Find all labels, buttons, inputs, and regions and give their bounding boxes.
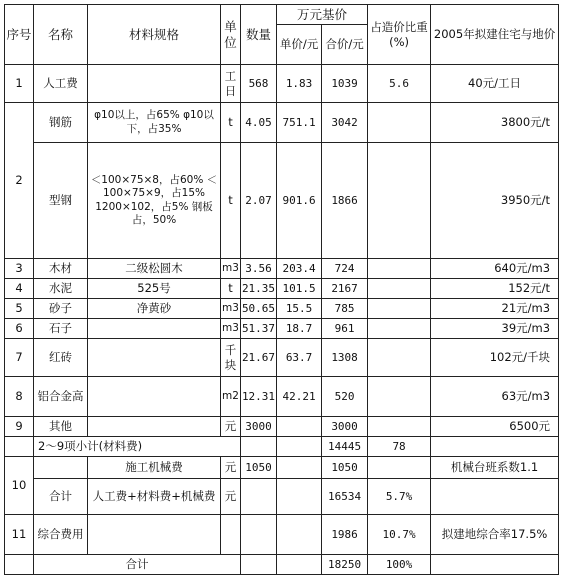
cell-seq: 4 [5,279,34,299]
cell-qty: 3.56 [240,259,276,279]
cell-name: 铝合金高 [34,377,88,417]
cell-unit: t [221,103,241,143]
cell-spec: ＜100×75×8，占60% ＜100×75×9，占15% 1200×102，占5% 钢板占，50% [88,143,221,259]
cell-unit: m2 [221,377,241,417]
cell-ref: 63元/m3 [431,377,559,417]
cell-spec: 525号 [88,279,221,299]
cell-unit-price: 63.7 [277,339,322,377]
header-qty: 数量 [240,5,276,65]
cell-unit: 元 [221,457,241,479]
header-base-price: 万元基价 [277,5,368,25]
cell-unit-price: 15.5 [277,299,322,319]
cell-qty: 50.65 [240,299,276,319]
cell-unit: t [221,279,241,299]
subtotal-label: 2～9项小计(材料费) [34,437,241,457]
cell-total: 1986 [322,515,368,555]
cell-ratio: 5.6 [368,65,431,103]
cell-name: 型钢 [34,143,88,259]
cell-total: 3042 [322,103,368,143]
cell-ratio: 5.7% [368,479,431,515]
cost-table [4,4,559,575]
cell-total: 1039 [322,65,368,103]
cell-total: 724 [322,259,368,279]
table-row [5,65,559,103]
cell-ref: 拟建地综合率17.5% [431,515,559,555]
cell-spec [88,377,221,417]
cell-name: 砂子 [34,299,88,319]
table-row [5,103,559,143]
table-row [5,457,559,479]
cell-unit: 工日 [221,65,241,103]
header-spec: 材料规格 [88,5,221,65]
cell-seq: 1 [5,65,34,103]
cell-ref: 3800元/t [431,103,559,143]
cell-spec [88,319,221,339]
grand-total-value: 18250 [322,555,368,575]
cell-seq: 3 [5,259,34,279]
cell-name: 红砖 [34,339,88,377]
subtotal-total: 14445 [322,437,368,457]
cell-spec [88,65,221,103]
cell-unit-price: 203.4 [277,259,322,279]
header-name: 名称 [34,5,88,65]
cell-total: 785 [322,299,368,319]
table-row [5,279,559,299]
cell-unit: 元 [221,479,241,515]
subtotal-ratio: 78 [368,437,431,457]
cell-ratio [368,103,431,143]
header-reference: 2005年拟建住宅与地价 [431,5,559,65]
header-unit: 单位 [221,5,241,65]
cell-ref: 6500元 [431,417,559,437]
cell-name: 综合费用 [34,515,88,555]
cell-total: 16534 [322,479,368,515]
cell-ref: 40元/工日 [431,65,559,103]
cell-ref: 102元/千块 [431,339,559,377]
cell-unit-price: 42.21 [277,377,322,417]
cell-seq: 9 [5,417,34,437]
cell-unit: t [221,143,241,259]
cell-seq: 6 [5,319,34,339]
table-row [5,339,559,377]
cell-seq: 11 [5,515,34,555]
cell-ratio [368,279,431,299]
cell-name: 木材 [34,259,88,279]
cell-unit-price: 18.7 [277,319,322,339]
cell-spec: 施工机械费 [88,457,221,479]
cell-unit: 元 [221,417,241,437]
cell-total: 961 [322,319,368,339]
header-ratio: 占造价比重(%) [368,5,431,65]
cell-name: 其他 [34,417,88,437]
cell-total: 3000 [322,417,368,437]
cell-spec [88,339,221,377]
cell-ratio [368,417,431,437]
cell-spec: 净黄砂 [88,299,221,319]
cell-unit: 千块 [221,339,241,377]
cell-unit: m3 [221,299,241,319]
cell-ratio [368,143,431,259]
table-row [5,319,559,339]
cell-ratio [368,299,431,319]
cell-unit: m3 [221,259,241,279]
header-seq: 序号 [5,5,34,65]
cell-spec: 人工费+材料费+机械费 [88,479,221,515]
cell-unit-price: 751.1 [277,103,322,143]
cell-ratio: 10.7% [368,515,431,555]
cell-ratio [368,319,431,339]
cell-name: 钢筋 [34,103,88,143]
cell-spec [88,417,221,437]
cell-unit: m3 [221,319,241,339]
cell-qty: 3000 [240,417,276,437]
cell-total: 2167 [322,279,368,299]
cell-unit-price: 101.5 [277,279,322,299]
cell-qty: 2.07 [240,143,276,259]
cell-name: 水泥 [34,279,88,299]
cell-qty: 568 [240,65,276,103]
cell-total: 1308 [322,339,368,377]
cell-qty: 12.31 [240,377,276,417]
cell-seq: 5 [5,299,34,319]
header-unit-price: 单价/元 [277,25,322,65]
cell-unit-price: 1.83 [277,65,322,103]
table-row [5,143,559,259]
cell-unit-price: 901.6 [277,143,322,259]
cell-ratio [368,259,431,279]
cell-ref: 机械台班系数1.1 [431,457,559,479]
table-row [5,259,559,279]
cell-seq: 8 [5,377,34,417]
table-row [5,515,559,555]
cell-seq: 2 [5,103,34,259]
cell-total: 520 [322,377,368,417]
header-total-price: 合价/元 [322,25,368,65]
table-row [5,479,559,515]
grand-total-ratio: 100% [368,555,431,575]
cell-ratio [368,339,431,377]
cell-seq: 10 [5,457,34,515]
cell-spec: φ10以上，占65% φ10以下，占35% [88,103,221,143]
table-row [5,377,559,417]
cell-spec: 二级松圆木 [88,259,221,279]
cell-qty: 4.05 [240,103,276,143]
cell-ratio [368,377,431,417]
table-row [5,299,559,319]
cell-qty: 51.37 [240,319,276,339]
cell-name: 合计 [34,479,88,515]
cell-seq: 7 [5,339,34,377]
cell-name: 石子 [34,319,88,339]
cell-total: 1866 [322,143,368,259]
cell-ref: 3950元/t [431,143,559,259]
cell-ref: 21元/m3 [431,299,559,319]
cell-qty: 21.67 [240,339,276,377]
grand-total-row [5,555,559,575]
cell-total: 1050 [322,457,368,479]
table-row [5,417,559,437]
cell-qty: 21.35 [240,279,276,299]
cell-qty: 1050 [240,457,276,479]
grand-total-label: 合计 [34,555,241,575]
cell-name: 人工费 [34,65,88,103]
cell-ref: 152元/t [431,279,559,299]
cell-unit-price [277,417,322,437]
subtotal-row [5,437,559,457]
cell-ref: 640元/m3 [431,259,559,279]
cell-ref: 39元/m3 [431,319,559,339]
